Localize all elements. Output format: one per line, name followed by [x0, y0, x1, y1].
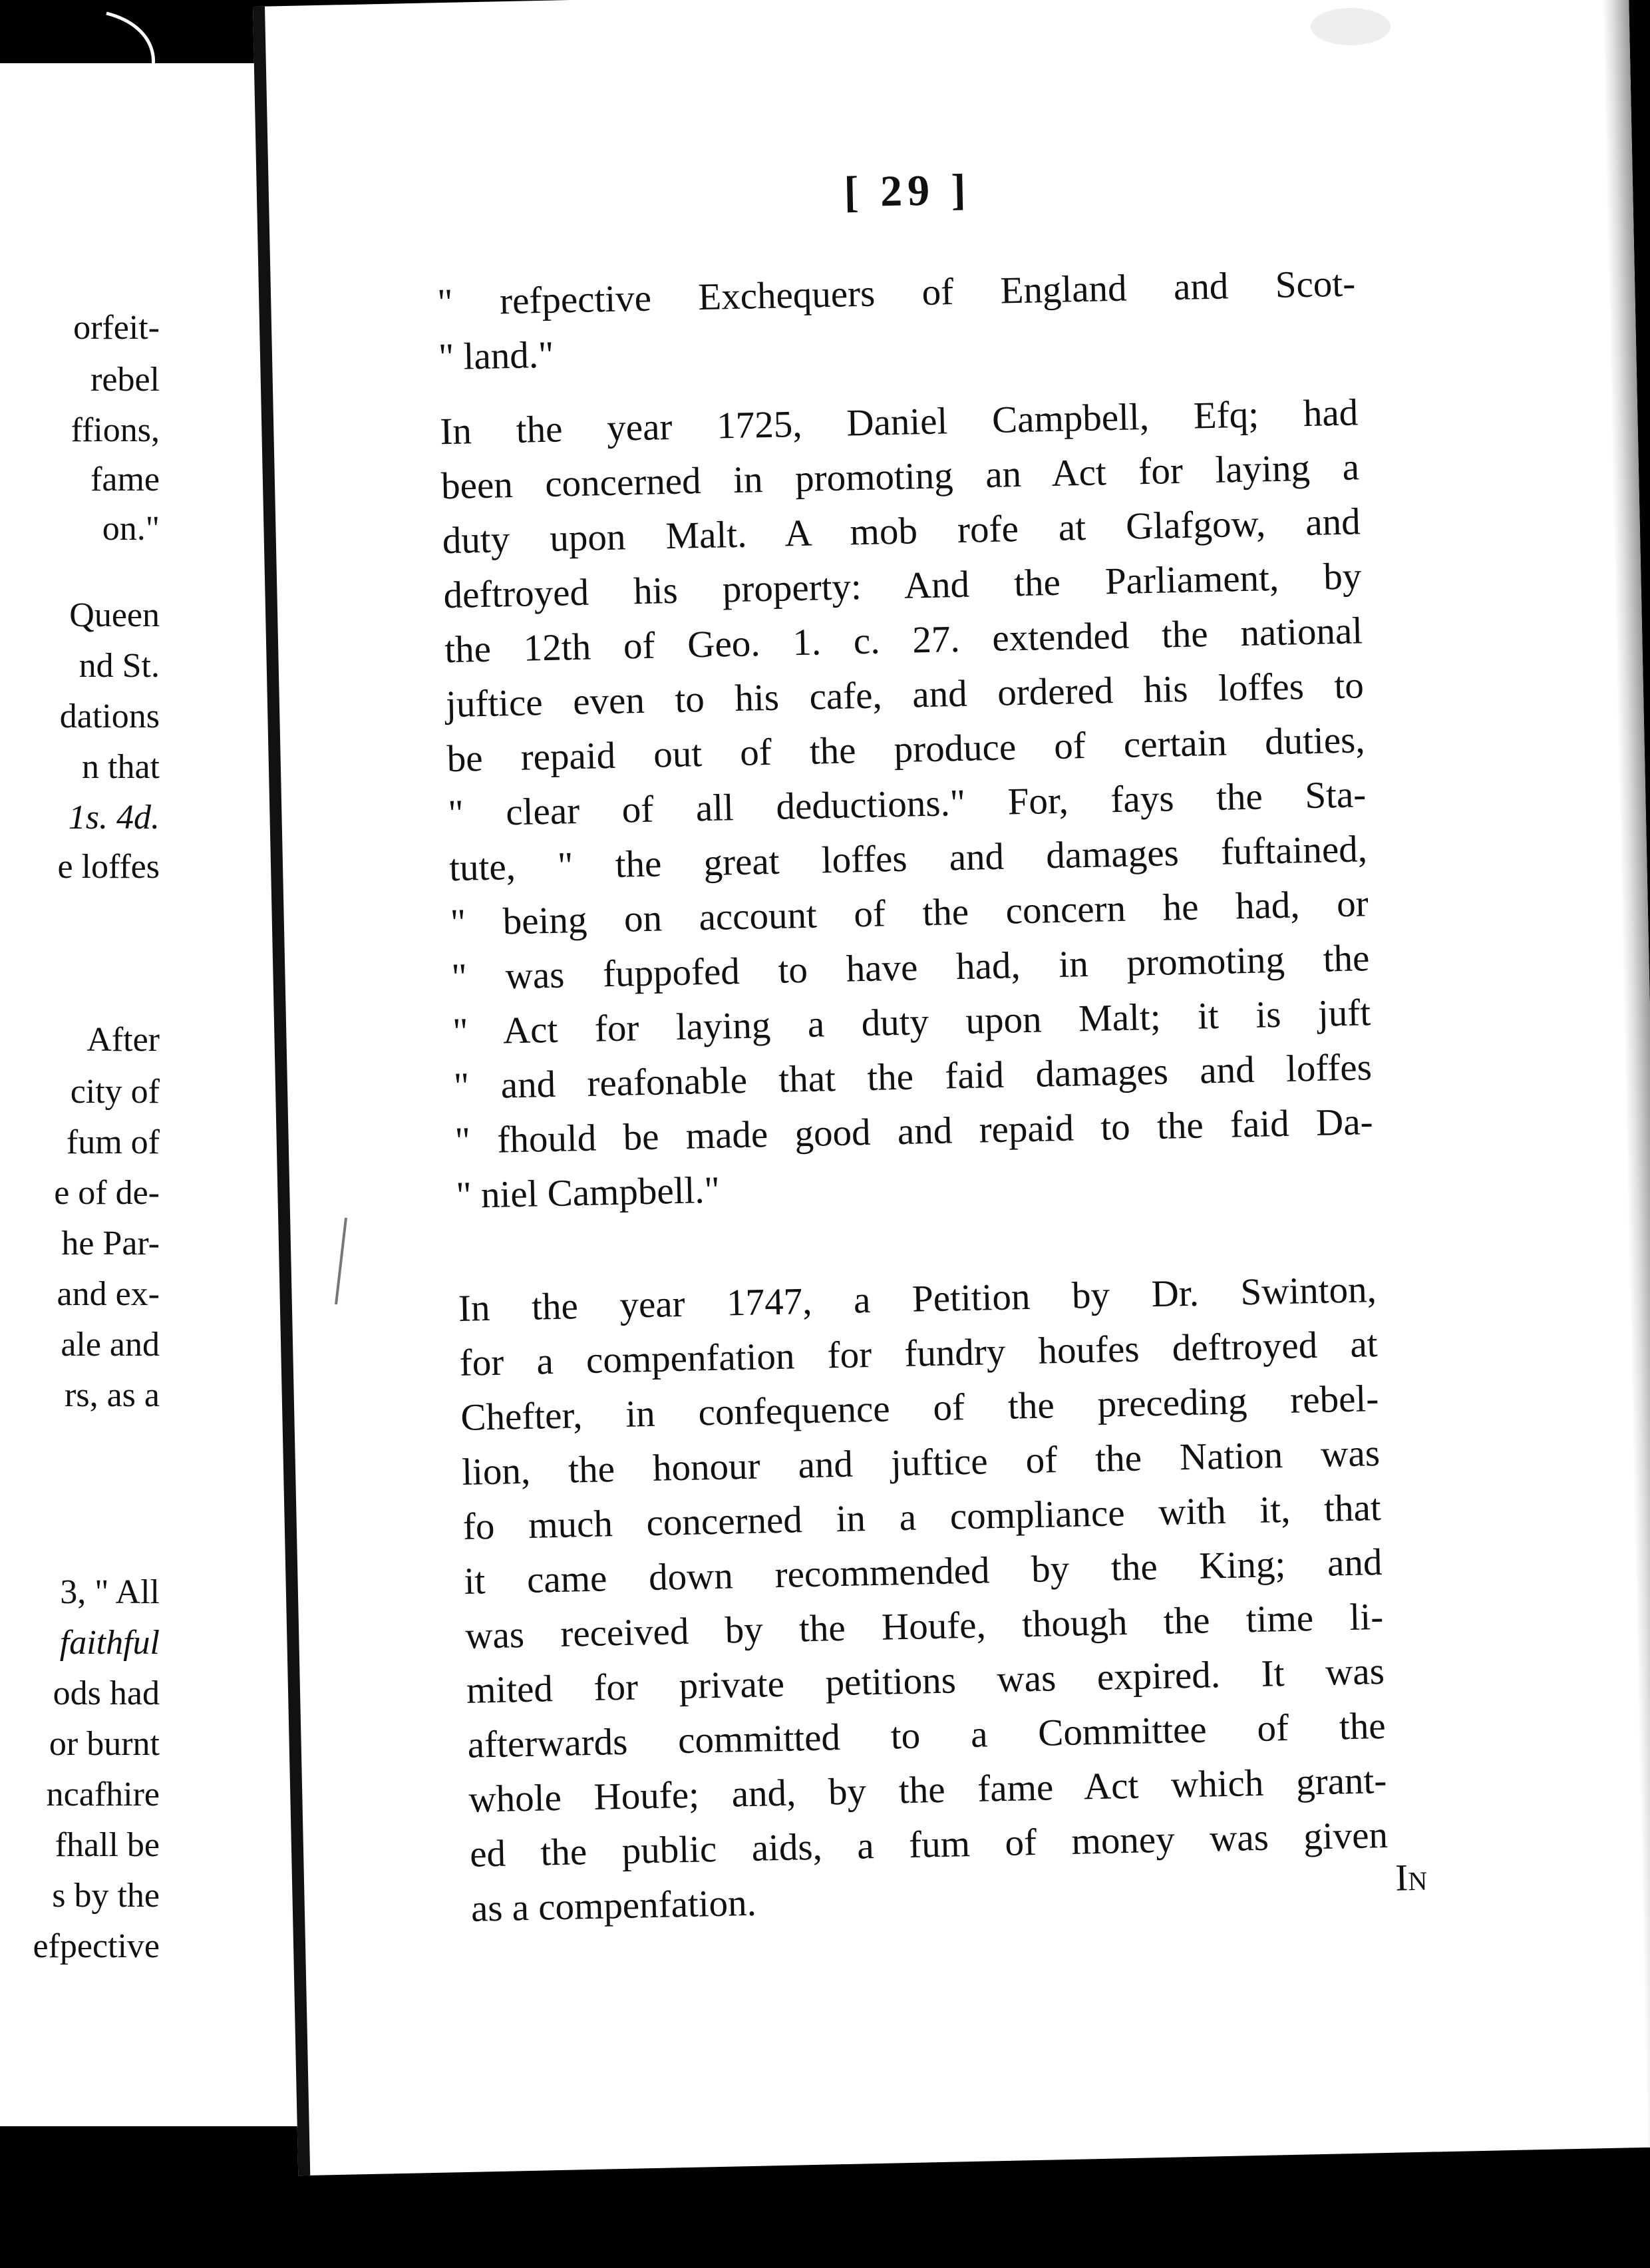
previous-page-line: he Par- — [61, 1225, 160, 1262]
page-29 — [253, 0, 1650, 2175]
text-line: " refpective Exchequers of England and Scot- — [436, 262, 1356, 324]
paragraph — [458, 1262, 1389, 1937]
previous-page-line: fhall be — [55, 1826, 160, 1864]
text-line: be repaid out of the produce of certain duties, — [446, 719, 1366, 781]
paragraph — [440, 385, 1375, 1223]
previous-page-line: faithful — [59, 1624, 160, 1662]
text-line: as a compenfation. — [470, 1881, 757, 1930]
previous-page-line: After — [86, 1021, 160, 1059]
paragraph — [437, 256, 1357, 385]
text-line: Chefter, in confequence of the preceding rebel- — [460, 1378, 1379, 1439]
previous-page-line: n that — [82, 748, 160, 786]
text-line: " land." — [438, 333, 554, 379]
previous-page-line: efpective — [33, 1927, 160, 1965]
text-line: In the year 1725, Daniel Campbell, Efq; had — [439, 391, 1359, 453]
text-line: " Act for laying a duty upon Malt; it is juft — [452, 992, 1371, 1053]
text-line: " clear of all deductions." For, fays the Sta- — [447, 773, 1367, 835]
text-line: lion, the honour and juftice of the Nation was — [461, 1432, 1381, 1493]
previous-page-line: e of de- — [54, 1174, 160, 1212]
text-line: it came down recommended by the King; and — [463, 1541, 1383, 1603]
previous-page-line: or burnt — [49, 1725, 160, 1763]
previous-page-line: fame — [90, 461, 160, 498]
previous-page-line: e loffes — [57, 848, 160, 886]
page-number: [ 29 ] — [843, 165, 972, 217]
previous-page-line: and ex- — [57, 1275, 160, 1313]
previous-page-line: on." — [102, 510, 160, 548]
previous-page-line: ncafhire — [46, 1776, 160, 1813]
text-line: " niel Campbell." — [455, 1169, 721, 1217]
catchword: In — [1395, 1856, 1428, 1899]
previous-page-line: ods had — [53, 1674, 160, 1712]
text-line: afterwards committed to a Committee of the — [467, 1704, 1387, 1766]
text-line: ed the public aids, a fum of money was given — [469, 1813, 1389, 1875]
text-line: " being on account of the concern he had, or — [450, 882, 1369, 944]
previous-page-line: 3, " All — [60, 1573, 160, 1611]
previous-page-line: orfeit- — [73, 309, 160, 347]
previous-page-line: city of — [70, 1073, 160, 1111]
previous-page-line: s by the — [52, 1877, 160, 1915]
text-line: " was fuppofed to have had, in promoting the — [450, 937, 1370, 999]
previous-page-line: rs, as a — [65, 1376, 160, 1414]
previous-page-line: dations — [59, 697, 160, 735]
text-line: deftroyed his property: And the Parliament, by — [442, 555, 1362, 617]
text-line: " and reafonable that the faid damages and loffes — [453, 1046, 1373, 1108]
previous-page-line: ffions, — [71, 411, 160, 449]
text-line: the 12th of Geo. 1. c. 27. extended the national — [444, 610, 1363, 671]
body-text — [437, 256, 1390, 1936]
text-line: fo much concerned in a compliance with it, that — [462, 1486, 1382, 1548]
text-line: In the year 1747, a Petition by Dr. Swinton, — [458, 1268, 1377, 1330]
text-line: whole Houfe; and, by the fame Act which grant- — [468, 1759, 1387, 1821]
previous-page-line: rebel — [90, 361, 160, 399]
text-line: been concerned in promoting an Act for laying a — [440, 446, 1360, 508]
previous-page-line: 1s. 4d. — [68, 799, 160, 837]
text-line: duty upon Malt. A mob rofe at Glafgow, and — [442, 500, 1361, 562]
text-line: mited for private petitions was expired. It was — [466, 1650, 1385, 1712]
text-line: " fhould be made good and repaid to the faid Da- — [454, 1101, 1374, 1163]
text-line: was received by the Houfe, though the time li- — [464, 1595, 1384, 1657]
text-line: for a compenfation for fundry houfes deftroyed at — [459, 1323, 1379, 1384]
previous-page-line: Queen — [69, 596, 160, 634]
previous-page-line: nd St. — [79, 647, 160, 685]
previous-page-line: ale and — [61, 1326, 160, 1364]
page-edge-shadow — [1602, 0, 1650, 2148]
previous-page-line: fum of — [66, 1123, 160, 1161]
text-line: juftice even to his cafe, and ordered his loffes to — [445, 664, 1365, 726]
text-line: tute, " the great loffes and damages fuftained, — [448, 828, 1368, 890]
